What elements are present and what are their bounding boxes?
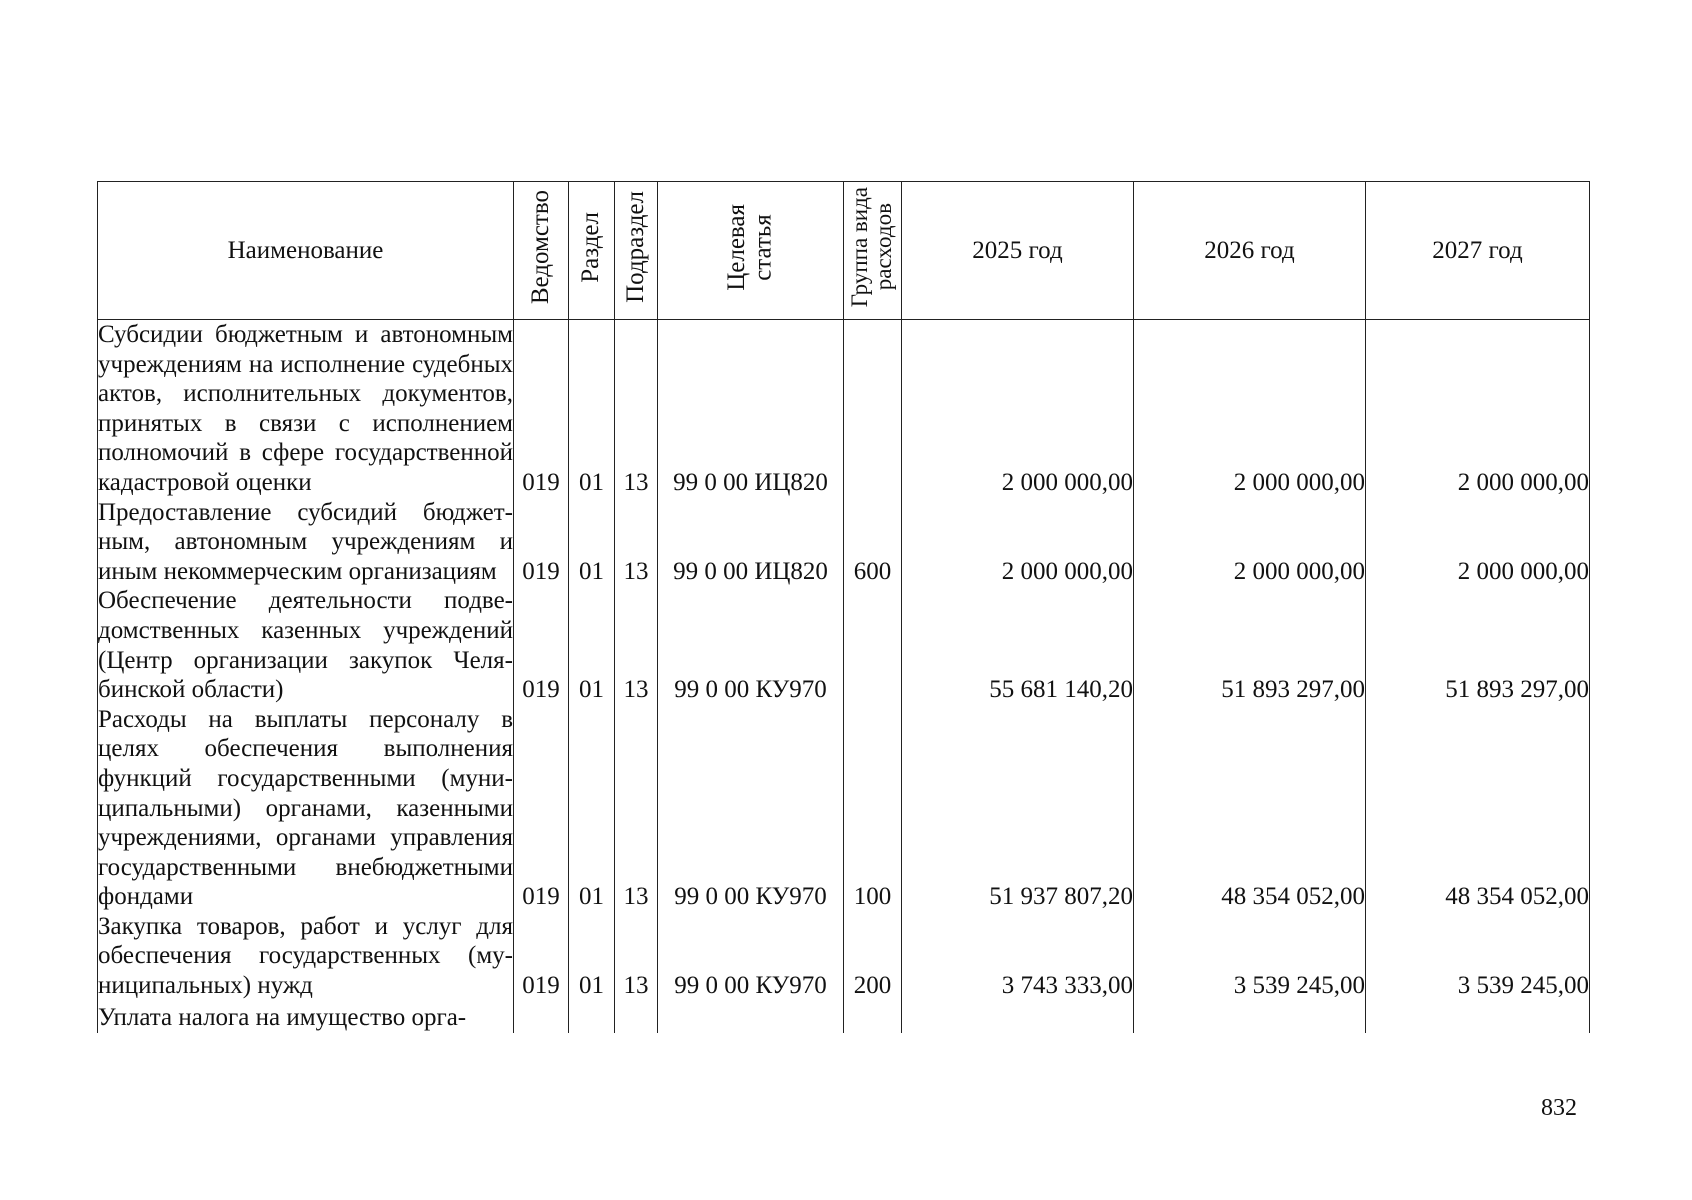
header-subsection: Подраздел xyxy=(615,182,658,320)
row-amount-2026: 48 354 052,00 xyxy=(1134,705,1366,912)
header-name: Наименование xyxy=(98,182,514,320)
row-expense-group: 600 xyxy=(844,498,902,587)
header-department: Ведомство xyxy=(514,182,569,320)
row-expense-group: 100 xyxy=(844,705,902,912)
header-row xyxy=(98,182,1590,320)
row-department: 019 xyxy=(514,586,569,704)
row-section: 01 xyxy=(569,586,615,704)
row-target-article: 99 0 00 КУ970 xyxy=(658,705,844,912)
row-target-article: 99 0 00 ИЦ820 xyxy=(658,498,844,587)
row-amount-2025: 3 743 333,00 xyxy=(902,912,1134,1001)
header-year-2027: 2027 год xyxy=(1366,182,1590,320)
row-department: 019 xyxy=(514,320,569,498)
header-year-2025: 2025 год xyxy=(902,182,1134,320)
header-target-article: Целевая статья xyxy=(658,182,844,320)
row-name: Субсидии бюджетным и автономным учреждениям на исполнение судебных актов, исполнительных документов, принятых в связи с исполнением полномочий в сфере государственной кадастровой оценки xyxy=(98,321,513,496)
row-subsection: 13 xyxy=(615,912,658,1001)
row-name: Предоставление субсидий бюджетным, автономным учреждениям и иным некоммерческим организациям xyxy=(98,498,513,585)
row-subsection: 13 xyxy=(615,586,658,704)
table-row xyxy=(98,586,1590,704)
row-department: 019 xyxy=(514,705,569,912)
row-name: Обеспечение деятельности подведомственных казенных учреждений (Центр организации закупок Челябинской области) xyxy=(98,587,513,704)
row-expense-group: 200 xyxy=(844,912,902,1001)
row-amount-2025: 55 681 140,20 xyxy=(902,586,1134,704)
table-row-continued xyxy=(98,1001,1590,1033)
row-amount-2025: 51 937 807,20 xyxy=(902,705,1134,912)
row-amount-2027: 48 354 052,00 xyxy=(1366,705,1590,912)
row-section: 01 xyxy=(569,705,615,912)
row-amount-2026: 2 000 000,00 xyxy=(1134,320,1366,498)
row-name: Уплата налога на имущество орга- xyxy=(98,1001,514,1033)
header-year-2026: 2026 год xyxy=(1134,182,1366,320)
row-section: 01 xyxy=(569,320,615,498)
row-expense-group xyxy=(844,320,902,498)
row-expense-group xyxy=(844,586,902,704)
table-row xyxy=(98,320,1590,498)
row-target-article: 99 0 00 КУ970 xyxy=(658,912,844,1001)
page-number: 832 xyxy=(1541,1095,1577,1121)
row-target-article: 99 0 00 ИЦ820 xyxy=(658,320,844,498)
row-amount-2025: 2 000 000,00 xyxy=(902,498,1134,587)
table-row xyxy=(98,912,1590,1001)
row-amount-2027: 2 000 000,00 xyxy=(1366,498,1590,587)
row-name: Расходы на выплаты персоналу в целях обеспечения выполнения функций государственными (муниципальными) органами, казенными учреждениями, органами управления государственными внебюджетными фондами xyxy=(98,705,513,911)
row-amount-2025: 2 000 000,00 xyxy=(902,320,1134,498)
row-amount-2026: 3 539 245,00 xyxy=(1134,912,1366,1001)
row-section: 01 xyxy=(569,912,615,1001)
row-amount-2027: 3 539 245,00 xyxy=(1366,912,1590,1001)
row-amount-2027: 2 000 000,00 xyxy=(1366,320,1590,498)
row-amount-2026: 2 000 000,00 xyxy=(1134,498,1366,587)
row-amount-2026: 51 893 297,00 xyxy=(1134,586,1366,704)
row-department: 019 xyxy=(514,912,569,1001)
row-subsection: 13 xyxy=(615,498,658,587)
table-row xyxy=(98,705,1590,912)
row-target-article: 99 0 00 КУ970 xyxy=(658,586,844,704)
row-section: 01 xyxy=(569,498,615,587)
row-name: Закупка товаров, работ и услуг для обеспечения государственных (муниципальных) нужд xyxy=(98,912,513,1000)
row-amount-2027: 51 893 297,00 xyxy=(1366,586,1590,704)
header-section: Раздел xyxy=(569,182,615,320)
row-subsection: 13 xyxy=(615,320,658,498)
budget-table xyxy=(97,181,1590,1033)
header-expense-group: Группа вида расходов xyxy=(844,182,902,320)
row-department: 019 xyxy=(514,498,569,587)
table-row xyxy=(98,498,1590,587)
row-subsection: 13 xyxy=(615,705,658,912)
